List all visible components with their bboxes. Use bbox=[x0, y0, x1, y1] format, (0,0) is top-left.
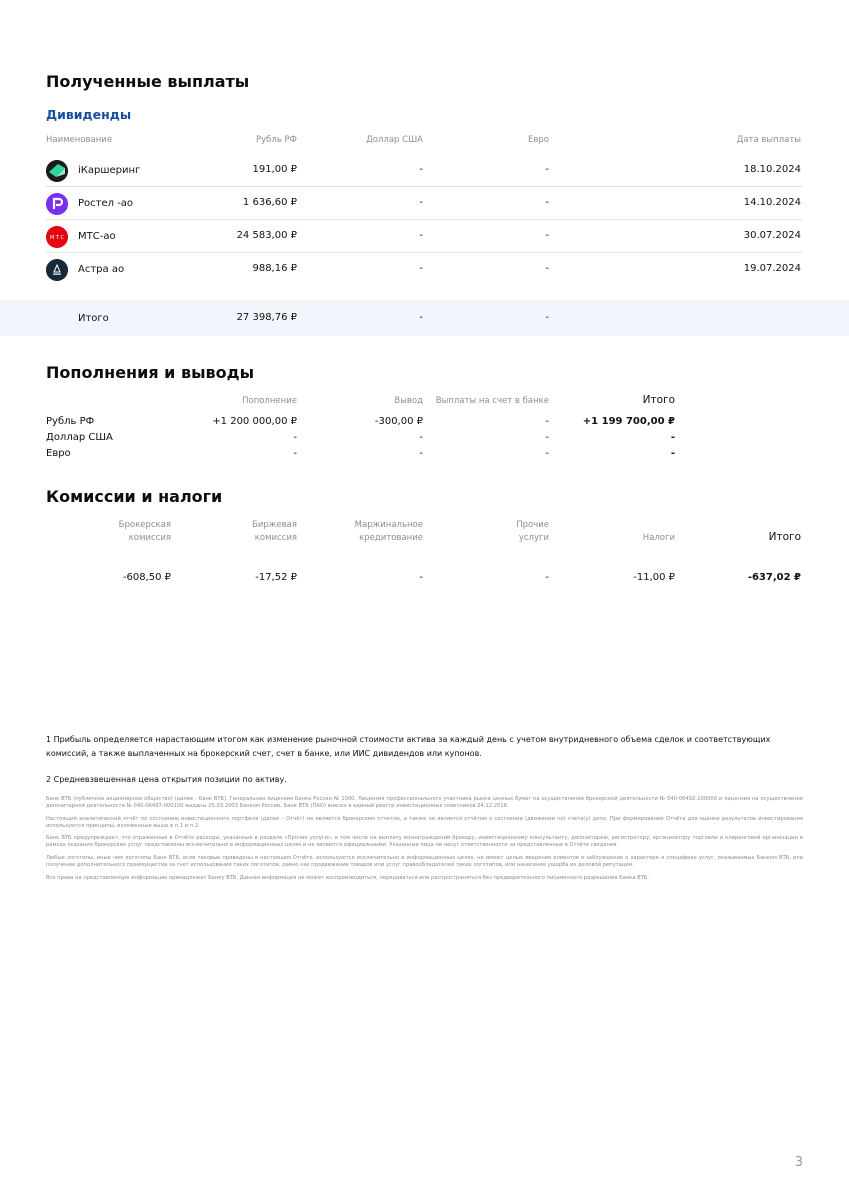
dividend-date: 14.10.2024 bbox=[743, 197, 801, 208]
deposit-value: - bbox=[293, 448, 297, 459]
row-divider bbox=[46, 186, 802, 187]
disclaimer-paragraph: Любые логотипы, иные чем логотипы Банк ВТБ, если таковые приведены в настоящем Отчёте, используются исключительно в информационных целях, не имеют целью введение клиентов в заблуждение о характере и специфике услуг, оказываемых Банком ВТБ, или получение дополнительного преимущества за счет использования таких логотипов, равно как продвижение товаров или услуг правообладателей таких логотипов, или нанесение ущерба их деловой репутации. bbox=[46, 855, 803, 868]
col-header-other-line2: услуги bbox=[518, 533, 549, 543]
dividend-usd: - bbox=[419, 230, 423, 241]
withdraw-value: - bbox=[419, 448, 423, 459]
dividend-date: 19.07.2024 bbox=[743, 263, 801, 274]
dividend-usd: - bbox=[419, 164, 423, 175]
col-header-name: Наименование bbox=[46, 135, 113, 145]
dividend-rub: 24 583,00 ₽ bbox=[236, 230, 297, 241]
col-header-date: Дата выплаты bbox=[736, 135, 801, 145]
col-header-fees-total: Итого bbox=[768, 531, 801, 543]
col-header-margin-line2: кредитование bbox=[359, 533, 423, 543]
dividends-subtitle: Дивиденды bbox=[46, 107, 132, 122]
deposit-value: +1 200 000,00 ₽ bbox=[212, 416, 297, 427]
total-eur: - bbox=[545, 312, 549, 323]
col-header-broker-line1: Брокерская bbox=[118, 520, 171, 530]
icarsharing-logo-icon bbox=[46, 160, 68, 182]
dividend-name: МТС-ао bbox=[78, 231, 116, 242]
row-divider bbox=[46, 252, 802, 253]
row-divider bbox=[46, 219, 802, 220]
col-header-other-line1: Прочие bbox=[516, 520, 549, 530]
col-header-eur: Евро bbox=[528, 135, 549, 145]
col-header-broker-line2: комиссия bbox=[128, 533, 171, 543]
fees-total-value: -637,02 ₽ bbox=[747, 572, 801, 583]
disclaimer-paragraph: Банк ВТБ (публичное акционерное общество) (далее - Банк ВТБ). Генеральная лицензия Банка России № 1000. Лицензия профессионального участника рынка ценных бумаг на осуществление брокерской деятельности № 040-06492-100000 и лицензия на осуществление депозитарной деятельности № 040-06497-000100 выданы 25.03.2003 Банком России. Банк ВТБ (ПАО) внесен в единый реестр инвестиционных советников 24.12.2018. bbox=[46, 796, 803, 809]
dividend-eur: - bbox=[545, 263, 549, 274]
currency-name: Доллар США bbox=[46, 432, 113, 443]
bank-value: - bbox=[545, 448, 549, 459]
col-header-exchange-line2: комиссия bbox=[254, 533, 297, 543]
withdraw-value: -300,00 ₽ bbox=[374, 416, 423, 427]
taxes-value: -11,00 ₽ bbox=[633, 572, 675, 583]
total-rub: 27 398,76 ₽ bbox=[236, 312, 297, 323]
fees-title: Комиссии и налоги bbox=[46, 487, 223, 506]
col-header-exchange-line1: Биржевая bbox=[252, 520, 297, 530]
received-payments-title: Полученные выплаты bbox=[46, 72, 250, 91]
footnote-2: 2 Средневзвешенная цена открытия позиции по активу. bbox=[46, 775, 287, 784]
dividend-usd: - bbox=[419, 197, 423, 208]
broker-fee-value: -608,50 ₽ bbox=[122, 572, 171, 583]
other-fee-value: - bbox=[545, 572, 549, 583]
col-header-deposit: Пополнение bbox=[242, 396, 297, 406]
col-header-margin-line1: Маржинальное bbox=[354, 520, 423, 530]
mts-logo-icon bbox=[46, 226, 68, 248]
dividend-eur: - bbox=[545, 230, 549, 241]
rostelecom-logo-icon bbox=[46, 193, 68, 215]
disclaimer-paragraph: Банк ВТБ предупреждает, что отраженные в Отчёте расходы, указанные в разделе «Прочие услуги», в том числе на выплату вознаграждений брокеру, инвестиционному консультанту, депозитарию, регистратору, организатору торговли и клиринговой организации в рамках оказания брокерских услуг представлены исключительно в информационных целях и не являются официальными. Указанные лица не несут ответственности за представленные в Отчёте сведения. bbox=[46, 835, 803, 848]
col-header-total: Итого bbox=[642, 394, 675, 406]
astra-logo-icon bbox=[46, 259, 68, 281]
dividend-eur: - bbox=[545, 164, 549, 175]
bank-value: - bbox=[545, 416, 549, 427]
deposit-total-value: - bbox=[670, 448, 675, 459]
deposit-total-value: +1 199 700,00 ₽ bbox=[582, 416, 675, 427]
withdraw-value: - bbox=[419, 432, 423, 443]
dividend-rub: 1 636,60 ₽ bbox=[242, 197, 297, 208]
exchange-fee-value: -17,52 ₽ bbox=[255, 572, 297, 583]
deposit-total-value: - bbox=[670, 432, 675, 443]
dividend-eur: - bbox=[545, 197, 549, 208]
col-header-rub: Рубль РФ bbox=[256, 135, 297, 145]
footnote-1: 1 Прибыль определяется нарастающим итогом как изменение рыночной стоимости актива за каждый день с учетом внутридневного объема сделок и соответствующих комиссий, а также выплаченных на брокерский счет, счет в банке, или ИИС дивидендов или купонов. bbox=[46, 735, 771, 758]
page-number: 3 bbox=[794, 1155, 803, 1170]
bank-value: - bbox=[545, 432, 549, 443]
col-header-bank: Выплаты на счет в банке bbox=[435, 396, 549, 406]
disclaimer-paragraph: Настоящий аналитический отчёт по состоянию инвестиционного портфеля (далее – Отчёт) не является брокерским отчетом, а также не является отчётом о состоянии (движении по) счета(у) депо. При формировании Отчёта для оценки результатов инвестирования используются принципы, изложенные выше в п.1 и п.2. bbox=[46, 816, 803, 829]
dividends-total-row bbox=[0, 300, 849, 336]
currency-name: Евро bbox=[46, 448, 71, 459]
dividend-rub: 191,00 ₽ bbox=[252, 164, 297, 175]
dividend-name: Ростел -ао bbox=[78, 198, 134, 209]
total-label: Итого bbox=[78, 313, 109, 324]
total-usd: - bbox=[419, 312, 423, 323]
deposits-title: Пополнения и выводы bbox=[46, 363, 255, 382]
dividend-usd: - bbox=[419, 263, 423, 274]
dividend-name: Астра ао bbox=[78, 264, 125, 275]
svg-text:М Т С: М Т С bbox=[49, 235, 65, 241]
margin-fee-value: - bbox=[419, 572, 423, 583]
dividend-name: iКаршеринг bbox=[78, 165, 141, 176]
disclaimer-paragraph: Все права на представленную информацию принадлежат Банку ВТБ. Данная информация не может воспроизводиться, передаваться или распространяться без предварительного письменного разрешения Банка ВТБ. bbox=[46, 875, 650, 881]
col-header-usd: Доллар США bbox=[366, 135, 423, 145]
deposit-value: - bbox=[293, 432, 297, 443]
dividend-date: 30.07.2024 bbox=[743, 230, 801, 241]
dividend-rub: 988,16 ₽ bbox=[252, 263, 297, 274]
dividend-date: 18.10.2024 bbox=[743, 164, 801, 175]
currency-name: Рубль РФ bbox=[46, 416, 95, 427]
col-header-withdraw: Вывод bbox=[394, 396, 423, 406]
col-header-taxes: Налоги bbox=[642, 533, 675, 543]
